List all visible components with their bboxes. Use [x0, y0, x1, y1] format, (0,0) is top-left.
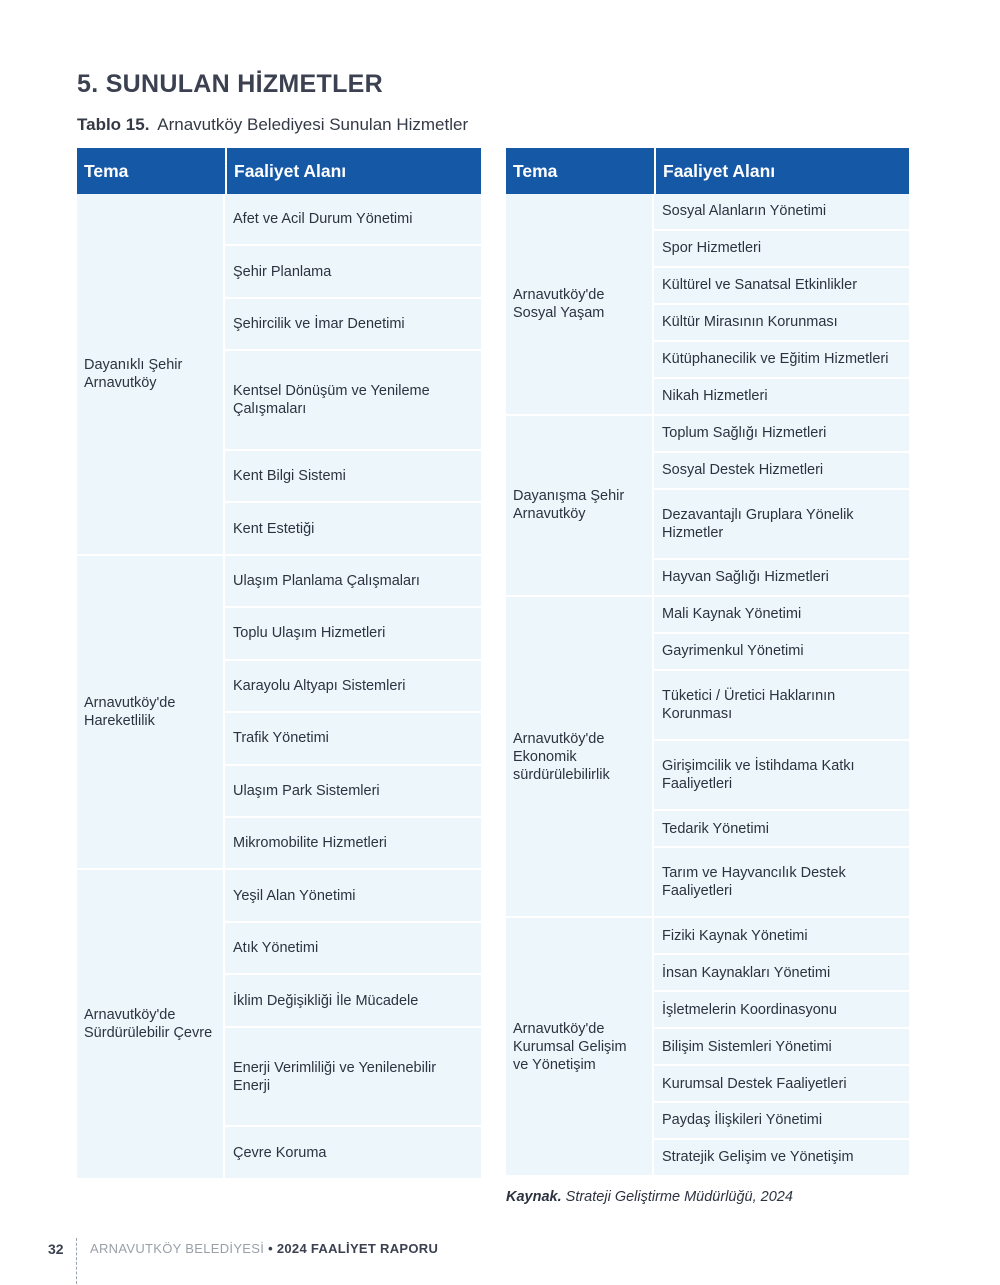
activity-cell: Kütüphanecilik ve Eğitim Hizmetleri [654, 342, 909, 379]
table-row [506, 416, 909, 453]
activity-cell: İnsan Kaynakları Yönetimi [654, 955, 909, 992]
table-caption-text: Arnavutköy Belediyesi Sunulan Hizmetler [157, 115, 469, 134]
activity-cell: Girişimcilik ve İstihdama Katkı Faaliyetleri [654, 741, 909, 811]
services-table-right [506, 148, 909, 1177]
theme-cell: Arnavutköy'de Hareketlilik [77, 556, 225, 871]
activity-cell: Kent Estetiği [225, 503, 481, 555]
activity-cell: Gayrimenkul Yönetimi [654, 634, 909, 671]
theme-cell: Arnavutköy'de Kurumsal Gelişim ve Yönetişim [506, 918, 654, 1177]
activity-cell: Spor Hizmetleri [654, 231, 909, 268]
footer-separator: • [268, 1241, 273, 1256]
activity-cell: Karayolu Altyapı Sistemleri [225, 661, 481, 713]
footer [90, 1241, 438, 1256]
theme-cell: Arnavutköy'de Ekonomik sürdürülebilirlik [506, 597, 654, 918]
activity-cell: Paydaş İlişkileri Yönetimi [654, 1103, 909, 1140]
activity-cell: Fiziki Kaynak Yönetimi [654, 918, 909, 955]
activity-cell: Enerji Verimliliği ve Yenilenebilir Enerji [225, 1028, 481, 1128]
activity-cell: İklim Değişikliği İle Mücadele [225, 975, 481, 1027]
activity-cell: Toplu Ulaşım Hizmetleri [225, 608, 481, 660]
activity-cell: Dezavantajlı Gruplara Yönelik Hizmetler [654, 490, 909, 560]
activity-cell: Sosyal Destek Hizmetleri [654, 453, 909, 490]
activity-cell: Atık Yönetimi [225, 923, 481, 975]
activity-cell: Nikah Hizmetleri [654, 379, 909, 416]
source-note [506, 1189, 793, 1205]
table-row [77, 870, 481, 922]
table-row [506, 597, 909, 634]
activity-cell: Kentsel Dönüşüm ve Yenileme Çalışmaları [225, 351, 481, 451]
page-number: 32 [48, 1241, 64, 1257]
header-activity: Faaliyet Alanı [225, 148, 481, 194]
footer-report: 2024 FAALİYET RAPORU [276, 1241, 439, 1256]
table-row [506, 918, 909, 955]
source-text: Strateji Geliştirme Müdürlüğü, 2024 [565, 1189, 793, 1205]
activity-cell: Stratejik Gelişim ve Yönetişim [654, 1140, 909, 1177]
activity-cell: Ulaşım Park Sistemleri [225, 766, 481, 818]
activity-cell: İşletmelerin Koordinasyonu [654, 992, 909, 1029]
activity-cell: Tedarik Yönetimi [654, 811, 909, 848]
activity-cell: Trafik Yönetimi [225, 713, 481, 765]
table-caption [77, 115, 468, 135]
activity-cell: Sosyal Alanların Yönetimi [654, 194, 909, 231]
activity-cell: Şehir Planlama [225, 246, 481, 298]
activity-cell: Yeşil Alan Yönetimi [225, 870, 481, 922]
activity-cell: Kent Bilgi Sistemi [225, 451, 481, 503]
activity-cell: Kültür Mirasının Korunması [654, 305, 909, 342]
table-caption-label: Tablo 15. [77, 115, 150, 134]
theme-cell: Arnavutköy'de Sürdürülebilir Çevre [77, 870, 225, 1180]
activity-cell: Hayvan Sağlığı Hizmetleri [654, 560, 909, 597]
services-table-left [77, 148, 481, 1180]
theme-cell: Dayanıklı Şehir Arnavutköy [77, 194, 225, 556]
footer-org: ARNAVUTKÖY BELEDİYESİ [90, 1241, 265, 1256]
page-title: 5. SUNULAN HİZMETLER [77, 70, 383, 98]
activity-cell: Afet ve Acil Durum Yönetimi [225, 194, 481, 246]
activity-cell: Kurumsal Destek Faaliyetleri [654, 1066, 909, 1103]
activity-cell: Kültürel ve Sanatsal Etkinlikler [654, 268, 909, 305]
header-theme: Tema [506, 148, 654, 194]
header-activity: Faaliyet Alanı [654, 148, 909, 194]
table-row [506, 194, 909, 231]
activity-cell: Bilişim Sistemleri Yönetimi [654, 1029, 909, 1066]
theme-cell: Arnavutköy'de Sosyal Yaşam [506, 194, 654, 416]
activity-cell: Mikromobilite Hizmetleri [225, 818, 481, 870]
activity-cell: Çevre Koruma [225, 1127, 481, 1180]
header-theme: Tema [77, 148, 225, 194]
activity-cell: Ulaşım Planlama Çalışmaları [225, 556, 481, 608]
table-row [77, 194, 481, 246]
table-row [77, 556, 481, 608]
source-label: Kaynak. [506, 1189, 562, 1205]
activity-cell: Şehircilik ve İmar Denetimi [225, 299, 481, 351]
activity-cell: Tarım ve Hayvancılık Destek Faaliyetleri [654, 848, 909, 918]
activity-cell: Tüketici / Üretici Haklarının Korunması [654, 671, 909, 741]
activity-cell: Mali Kaynak Yönetimi [654, 597, 909, 634]
activity-cell: Toplum Sağlığı Hizmetleri [654, 416, 909, 453]
footer-divider [76, 1238, 77, 1284]
theme-cell: Dayanışma Şehir Arnavutköy [506, 416, 654, 597]
